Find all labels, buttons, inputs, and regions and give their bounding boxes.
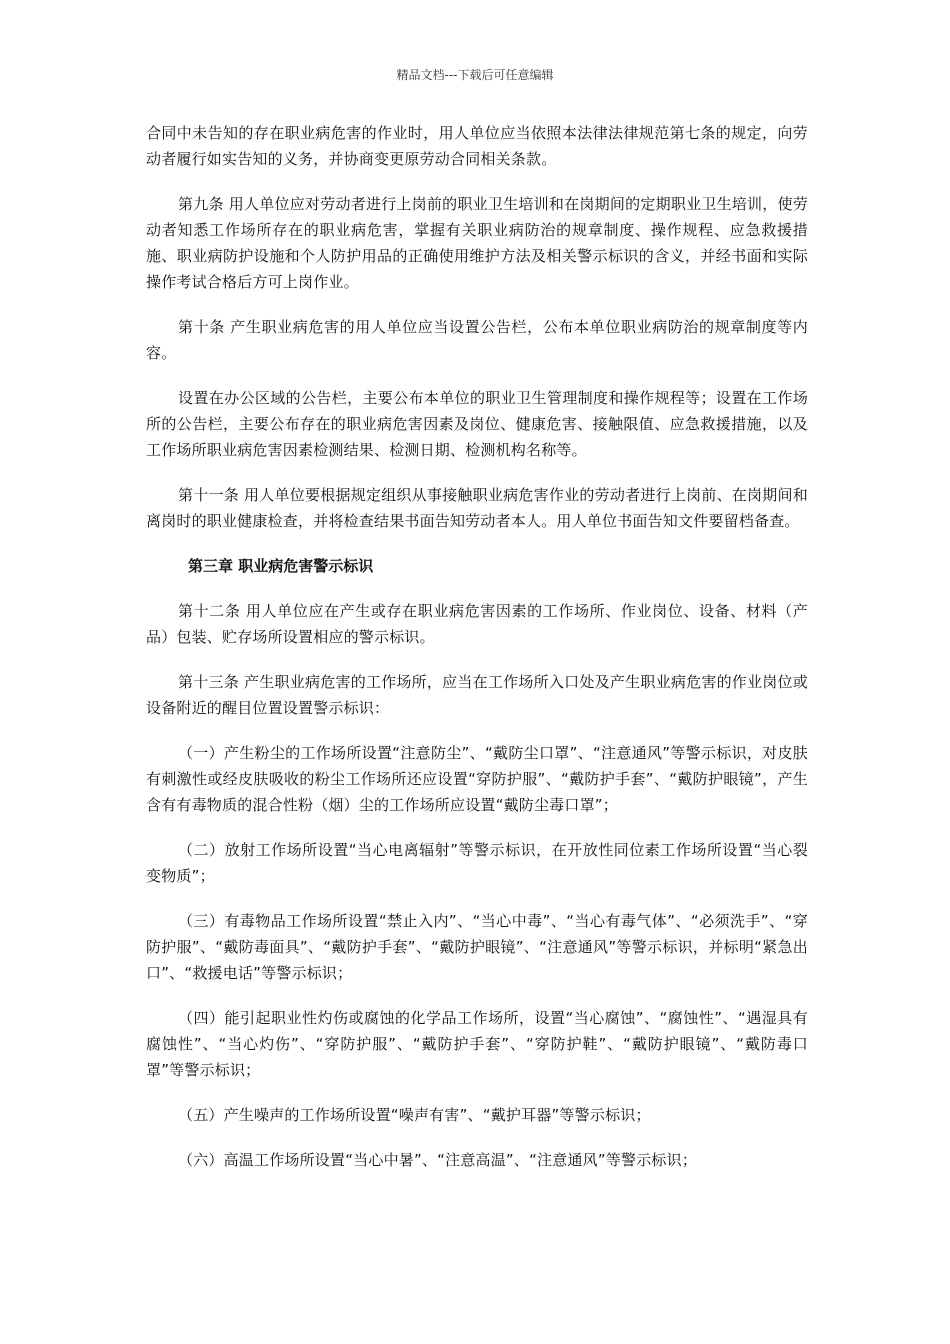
paragraph-article-11: 第十一条 用人单位要根据规定组织从事接触职业病危害作业的劳动者进行上岗前、在岗期间和离岗时的职业健康检查，并将检查结果书面告知劳动者本人。用人单位书面告知文件要留档备查。 xyxy=(146,486,808,530)
paragraph-article-13: 第十三条 产生职业病危害的工作场所，应当在工作场所入口处及产生职业病危害的作业岗位或设备附近的醒目位置设置警示标识： xyxy=(146,673,808,717)
paragraph-bulletin-board: 设置在办公区域的公告栏，主要公布本单位的职业卫生管理制度和操作规程等；设置在工作场所的公告栏，主要公布存在的职业病危害因素及岗位、健康危害、接触限值、应急救援措施，以及工作场所职业病危害因素检测结果、检测日期、检测机构名称等。 xyxy=(146,389,808,459)
paragraph-article-9: 第九条 用人单位应对劳动者进行上岗前的职业卫生培训和在岗期间的定期职业卫生培训，使劳动者知悉工作场所存在的职业病危害，掌握有关职业病防治的规章制度、操作规程、应急救援措施、职业病防护设施和个人防护用品的正确使用维护方法及相关警示标识的含义，并经书面和实际操作考试合格后方可上岗作业。 xyxy=(146,195,808,291)
chapter-heading: 第三章 职业病危害警示标识 xyxy=(188,557,374,575)
list-item-toxic: （三）有毒物品工作场所设置“禁止入内”、“当心中毒”、“当心有毒气体”、“必须洗手”、“穿防护服”、“戴防毒面具”、“戴防护手套”、“戴防护眼镜”、“注意通风”等警示标识，并标明“紧急出口”、“救援电话”等警示标识； xyxy=(146,912,808,982)
list-item-dust: （一）产生粉尘的工作场所设置“注意防尘”、“戴防尘口罩”、“注意通风”等警示标识，对皮肤有刺激性或经皮肤吸收的粉尘工作场所还应设置“穿防护服”、“戴防护手套”、“戴防护眼镜”，产生含有有毒物质的混合性粉（烟）尘的工作场所应设置“戴防尘毒口罩”； xyxy=(146,744,808,814)
document-body xyxy=(146,120,808,1173)
list-item-corrosion: （四）能引起职业性灼伤或腐蚀的化学品工作场所，设置“当心腐蚀”、“腐蚀性”、“遇湿具有腐蚀性”、“当心灼伤”、“穿防护服”、“戴防护手套”、“穿防护鞋”、“戴防护眼镜”、“戴防毒口罩”等警示标识； xyxy=(146,1009,808,1079)
list-item-heat: （六）高温工作场所设置“当心中暑”、“注意高温”、“注意通风”等警示标识； xyxy=(178,1151,698,1169)
list-item-noise: （五）产生噪声的工作场所设置“噪声有害”、“戴护耳器”等警示标识； xyxy=(178,1106,651,1124)
paragraph-article-10: 第十条 产生职业病危害的用人单位应当设置公告栏，公布本单位职业病防治的规章制度等内容。 xyxy=(146,318,808,362)
paragraph-contract-clause: 合同中未告知的存在职业病危害的作业时，用人单位应当依照本法律法律规范第七条的规定，向劳动者履行如实告知的义务，并协商变更原劳动合同相关条款。 xyxy=(146,124,808,168)
page-header: 精品文档---下载后可任意编辑 xyxy=(396,68,554,82)
paragraph-article-12: 第十二条 用人单位应在产生或存在职业病危害因素的工作场所、作业岗位、设备、材料（产品）包装、贮存场所设置相应的警示标识。 xyxy=(146,602,808,646)
list-item-radiation: （二）放射工作场所设置“当心电离辐射”等警示标识，在开放性同位素工作场所设置“当心裂变物质”； xyxy=(146,841,808,885)
